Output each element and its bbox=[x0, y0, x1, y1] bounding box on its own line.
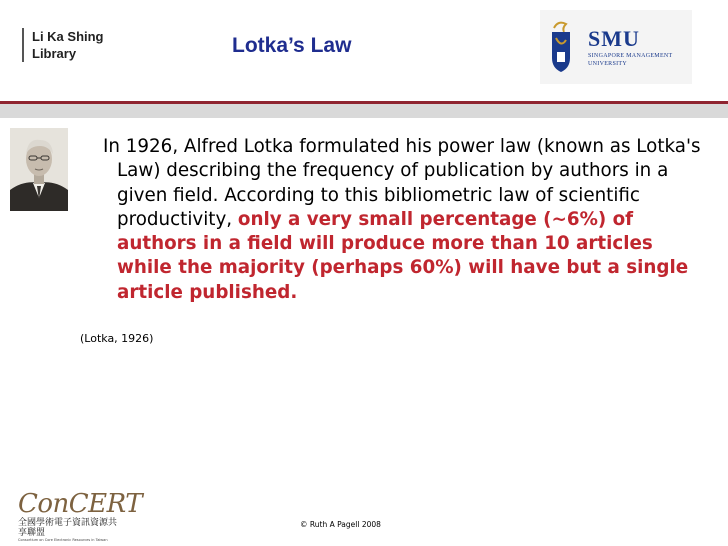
portrait-photo bbox=[10, 128, 68, 211]
slide-title: Lotka’s Law bbox=[232, 34, 352, 57]
smu-name-line1: SINGAPORE MANAGEMENT bbox=[588, 53, 673, 59]
body-text-plain: In 1926, Alfred Lotka formulated his power law (known as Lotka's Law) describing the frequency of publication by authors in a given field. According to this bibliometric law of scientific productivity, bbox=[103, 136, 701, 230]
concert-english-name: Consortium on Core Electronic Resources in Taiwan bbox=[18, 538, 108, 542]
library-logo-line1: Li Ka Shing bbox=[32, 29, 104, 44]
portrait-icon bbox=[10, 128, 68, 211]
smu-crest-icon bbox=[548, 18, 584, 76]
citation: (Lotka, 1926) bbox=[80, 332, 154, 345]
copyright-footer: © Ruth A Pagell 2008 bbox=[300, 520, 381, 529]
smu-abbr: SMU bbox=[588, 26, 640, 51]
smu-name-line2: UNIVERSITY bbox=[588, 61, 627, 67]
body-paragraph bbox=[103, 135, 713, 305]
concert-logo-word: ConCERT bbox=[18, 489, 143, 519]
smu-logo bbox=[540, 10, 692, 84]
library-logo-line2: Library bbox=[32, 46, 77, 61]
li-ka-shing-library-logo bbox=[22, 28, 104, 62]
header-rule-grey bbox=[0, 104, 728, 118]
concert-chinese-name: 全國學術電子資訊資源共享聯盟 bbox=[18, 518, 118, 538]
body-text-emphasis: only a very small percentage (~6%) of authors in a field will produce more than 10 articles while the majority (perhaps 60%) will have but a single article published. bbox=[117, 208, 689, 303]
concert-logo bbox=[18, 489, 143, 542]
